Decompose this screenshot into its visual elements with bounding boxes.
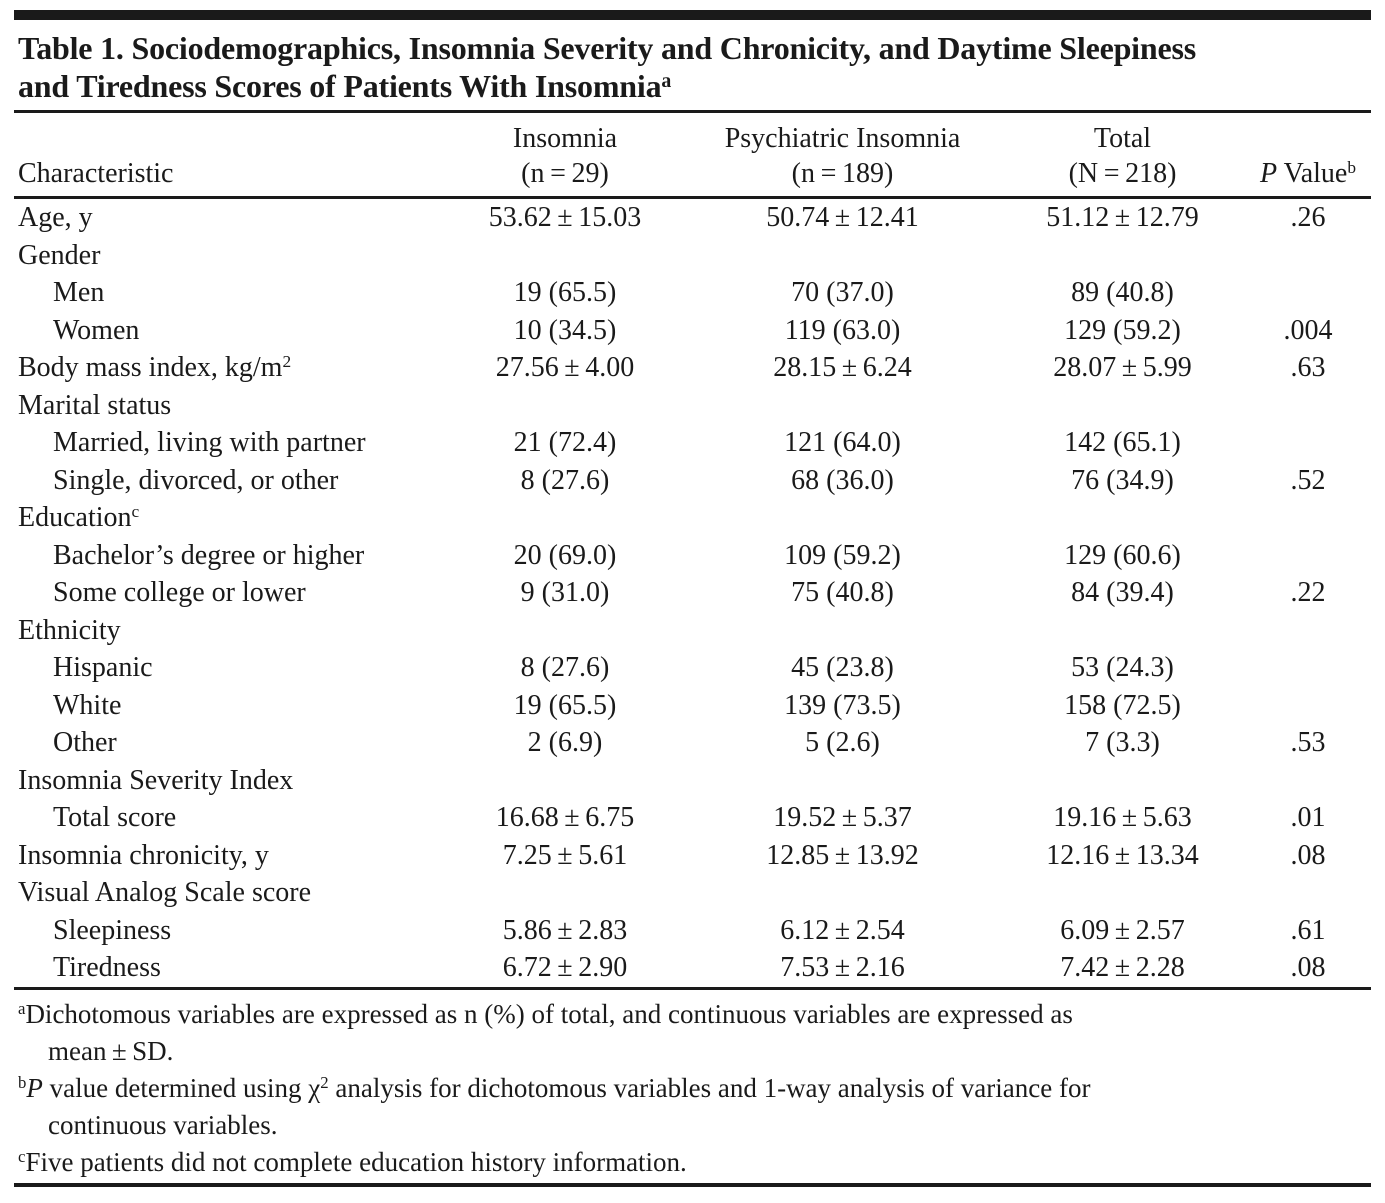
value-cell [685,649,1000,687]
row-label [14,762,445,800]
value-cell [685,837,1000,875]
value-text: 53.62 ± 15.03 [488,202,642,233]
value-cell [1000,649,1245,687]
table-row [14,462,1371,500]
row-label [14,349,445,387]
value-cell [685,874,1000,912]
table-row [14,724,1371,762]
value-text: 139 (73.5) [784,689,901,721]
value-cell [1000,349,1245,387]
column-header-insomnia [445,112,685,198]
value-cell [445,198,685,237]
value-cell [685,687,1000,725]
value-text: 19.52 ± 5.37 [773,802,912,833]
value-text: 10 (34.5) [513,314,617,346]
table-header [14,112,1371,198]
value-cell [1000,387,1245,425]
row-label-text: Bachelor’s degree or higher [53,539,365,571]
value-cell [445,649,685,687]
p-value-cell [1245,312,1371,350]
row-label-text: Ethnicity [18,614,121,646]
value-cell [1000,198,1245,237]
p-value-cell [1245,837,1371,875]
value-cell [685,762,1000,800]
row-label-text: Hispanic [53,652,153,683]
p-value-cell [1245,912,1371,950]
value-cell [1000,424,1245,462]
row-label-text: Total score [53,802,177,833]
value-cell [445,837,685,875]
row-label [14,949,445,988]
column-header-label: Total [1093,123,1152,154]
value-text: 50.74 ± 12.41 [766,202,919,233]
table-row [14,687,1371,725]
value-text: 7.42 ± 2.28 [1060,952,1185,983]
p-value-cell [1245,724,1371,762]
value-text: 70 (37.0) [791,277,894,308]
journal-table-figure [14,10,1371,1187]
header-row [14,112,1371,198]
p-value-text: .08 [1290,839,1326,871]
value-cell [445,424,685,462]
p-value-cell [1245,387,1371,425]
footnote-marker: c [18,1147,26,1167]
value-text: 6.12 ± 2.54 [780,914,905,946]
row-label-text: Some college or lower [53,577,306,608]
value-text: 109 (59.2) [784,539,901,571]
value-cell [685,387,1000,425]
table-row [14,537,1371,575]
value-cell [685,312,1000,350]
value-text: 8 (27.6) [520,652,610,683]
table-row [14,274,1371,312]
value-cell [445,499,685,537]
column-header-characteristic [14,112,445,198]
value-cell [445,874,685,912]
p-value-cell [1245,874,1371,912]
footnote-text: Five patients did not complete education history information. [25,1146,687,1177]
table-row [14,424,1371,462]
value-cell [685,237,1000,275]
value-cell [445,574,685,612]
value-text: 75 (40.8) [791,577,894,608]
row-label-text: Visual Analog Scale score [18,877,312,908]
row-label-text: Gender [18,239,101,271]
p-value-cell [1245,574,1371,612]
value-cell [445,949,685,988]
value-cell [1000,949,1245,988]
value-text: 7.53 ± 2.16 [780,952,905,983]
value-text: 16.68 ± 6.75 [495,802,635,833]
row-label [14,387,445,425]
table-section-row [14,237,1371,275]
value-text: 129 (59.2) [1064,314,1181,346]
p-value-text: .63 [1290,352,1326,383]
row-label-text: Marital status [18,389,172,421]
p-value-cell [1245,687,1371,725]
value-text: 7 (3.3) [1085,727,1160,758]
column-header-label: Psychiatric Insomnia [724,123,961,154]
row-label-text: Single, divorced, or other [53,464,339,496]
row-label-text: Tiredness [53,952,161,983]
value-cell [445,612,685,650]
table-section-row [14,387,1371,425]
p-value-cell [1245,649,1371,687]
table-title [14,29,1371,108]
table-section-row [14,612,1371,650]
value-text: 6.72 ± 2.90 [502,952,628,983]
value-text: 19.16 ± 5.63 [1053,802,1192,833]
value-text: 51.12 ± 12.79 [1046,202,1199,233]
footnote-b [14,1070,1371,1144]
row-label-text: White [53,689,122,721]
row-label [14,462,445,500]
value-cell [445,687,685,725]
p-value-text: .01 [1290,802,1326,833]
column-header-total [1000,112,1245,198]
row-label [14,424,445,462]
value-cell [445,274,685,312]
footnote-text: value determined using χ [42,1072,321,1103]
value-text: 12.16 ± 13.34 [1046,839,1199,871]
value-text: 68 (36.0) [791,464,894,496]
table-row [14,312,1371,350]
table-row [14,649,1371,687]
p-value-cell [1245,237,1371,275]
table-row [14,949,1371,988]
value-cell [1000,499,1245,537]
value-cell [685,574,1000,612]
value-cell [685,724,1000,762]
value-cell [1000,462,1245,500]
value-cell [1000,799,1245,837]
footnote-c [14,1144,1371,1181]
table-row [14,198,1371,237]
value-cell [445,724,685,762]
table-title-footnote-marker: a [661,70,672,93]
value-cell [1000,574,1245,612]
value-cell [1000,612,1245,650]
p-value-text: .26 [1290,202,1326,233]
value-text: 20 (69.0) [513,539,617,571]
column-header-label: Characteristic [18,158,174,189]
value-text: 121 (64.0) [784,427,901,458]
column-header-p-value [1245,112,1371,198]
p-italic: P [1259,158,1278,189]
column-header-label: Value [1277,158,1348,189]
row-label-text: Other [53,727,117,758]
footnote-marker: b [18,1073,27,1093]
value-cell [1000,724,1245,762]
table-row [14,574,1371,612]
value-cell [685,462,1000,500]
row-label [14,649,445,687]
value-text: 19 (65.5) [513,689,617,721]
value-text: 27.56 ± 4.00 [495,352,635,383]
value-cell [1000,537,1245,575]
value-text: 6.09 ± 2.57 [1060,914,1185,946]
value-cell [685,949,1000,988]
value-cell [1000,312,1245,350]
value-text: 129 (60.6) [1064,539,1181,571]
value-text: 5 (2.6) [805,727,880,758]
value-cell [1000,912,1245,950]
row-label [14,499,445,537]
row-label-text: Education [18,502,132,533]
column-header-psychiatric-insomnia [685,112,1000,198]
table-row [14,912,1371,950]
row-label [14,198,445,237]
value-text: 8 (27.6) [520,464,610,496]
value-text: 89 (40.8) [1071,277,1174,308]
row-label-text: Insomnia Severity Index [18,764,294,796]
row-label [14,537,445,575]
demographics-table [14,110,1371,990]
p-value-text: .004 [1283,314,1333,346]
p-value-cell [1245,198,1371,237]
row-label-superscript: 2 [282,352,292,372]
value-text: 28.07 ± 5.99 [1053,352,1192,383]
column-header-n: (n = 189) [791,158,894,189]
p-value-cell [1245,424,1371,462]
row-label [14,874,445,912]
value-text: 53 (24.3) [1071,652,1174,683]
column-header-n: (n = 29) [521,158,609,189]
footnote-text: mean ± SD. [48,1035,174,1066]
row-label [14,724,445,762]
row-label-superscript: c [131,502,140,522]
value-cell [685,424,1000,462]
p-value-cell [1245,274,1371,312]
p-italic: P [26,1072,43,1103]
row-label [14,837,445,875]
value-cell [445,312,685,350]
footnote-text: analysis for dichotomous variables and 1-way analysis of variance for [328,1072,1091,1103]
value-cell [445,349,685,387]
p-value-cell [1245,499,1371,537]
value-text: 45 (23.8) [791,652,894,683]
value-cell [1000,837,1245,875]
value-cell [445,537,685,575]
p-value-text: .52 [1290,464,1326,496]
footnote-a [14,996,1371,1070]
value-cell [445,462,685,500]
value-cell [685,499,1000,537]
row-label-text: Body mass index, kg/m [18,352,283,383]
value-cell [685,349,1000,387]
table-row [14,349,1371,387]
row-label-text: Insomnia chronicity, y [18,839,269,871]
footnote-marker: a [18,999,26,1019]
bottom-rule [14,1183,1371,1187]
value-text: 2 (6.9) [527,727,603,758]
value-text: 119 (63.0) [784,314,901,346]
value-cell [685,274,1000,312]
value-cell [445,237,685,275]
row-label [14,912,445,950]
value-cell [1000,762,1245,800]
table-row [14,799,1371,837]
p-value-text: .08 [1290,952,1326,983]
table-section-row [14,762,1371,800]
table-section-row [14,874,1371,912]
value-cell [685,912,1000,950]
table-title-line2: and Tiredness Scores of Patients With Insomnia [18,68,662,104]
top-rule [14,10,1371,20]
p-value-cell [1245,462,1371,500]
row-label [14,274,445,312]
row-label [14,312,445,350]
value-cell [445,762,685,800]
p-footnote-marker: b [1347,158,1357,178]
row-label-text: Men [53,277,105,308]
p-value-cell [1245,537,1371,575]
table-body [14,198,1371,989]
value-cell [445,799,685,837]
value-cell [685,612,1000,650]
value-cell [685,198,1000,237]
value-text: 12.85 ± 13.92 [766,839,919,871]
p-value-text: .53 [1290,727,1326,758]
value-cell [1000,874,1245,912]
p-value-cell [1245,949,1371,988]
row-label-text: Sleepiness [53,914,172,946]
chi-square-exponent: 2 [320,1073,329,1093]
row-label [14,687,445,725]
table-title-line1: Table 1. Sociodemographics, Insomnia Severity and Chronicity, and Daytime Sleepiness [18,30,1196,66]
value-text: 9 (31.0) [520,577,610,608]
value-text: 21 (72.4) [513,427,617,458]
row-label-text: Women [53,314,140,346]
value-cell [685,799,1000,837]
table-section-row [14,499,1371,537]
value-cell [445,387,685,425]
p-value-cell [1245,799,1371,837]
row-label [14,612,445,650]
value-text: 158 (72.5) [1064,689,1181,721]
row-label-text: Married, living with partner [53,427,366,458]
p-value-cell [1245,612,1371,650]
value-text: 7.25 ± 5.61 [502,839,628,871]
footnote-text: continuous variables. [48,1109,278,1140]
p-value-cell [1245,349,1371,387]
value-text: 84 (39.4) [1071,577,1174,608]
row-label [14,574,445,612]
row-label [14,799,445,837]
column-header-n: (N = 218) [1068,158,1177,189]
p-value-text: .22 [1290,577,1326,608]
footnote-text: Dichotomous variables are expressed as n (%) of total, and continuous variables are expressed as [25,998,1073,1029]
value-cell [445,912,685,950]
row-label-text: Age, y [18,202,93,233]
value-cell [1000,237,1245,275]
table-row [14,837,1371,875]
value-text: 28.15 ± 6.24 [773,352,912,383]
value-text: 76 (34.9) [1071,464,1174,496]
row-label [14,237,445,275]
value-text: 19 (65.5) [513,277,617,308]
p-value-text: .61 [1290,914,1326,946]
value-cell [685,537,1000,575]
value-cell [1000,687,1245,725]
p-value-cell [1245,762,1371,800]
value-cell [1000,274,1245,312]
value-text: 5.86 ± 2.83 [502,914,628,946]
column-header-label: Insomnia [512,123,618,154]
value-text: 142 (65.1) [1064,427,1181,458]
footnotes [14,990,1371,1181]
